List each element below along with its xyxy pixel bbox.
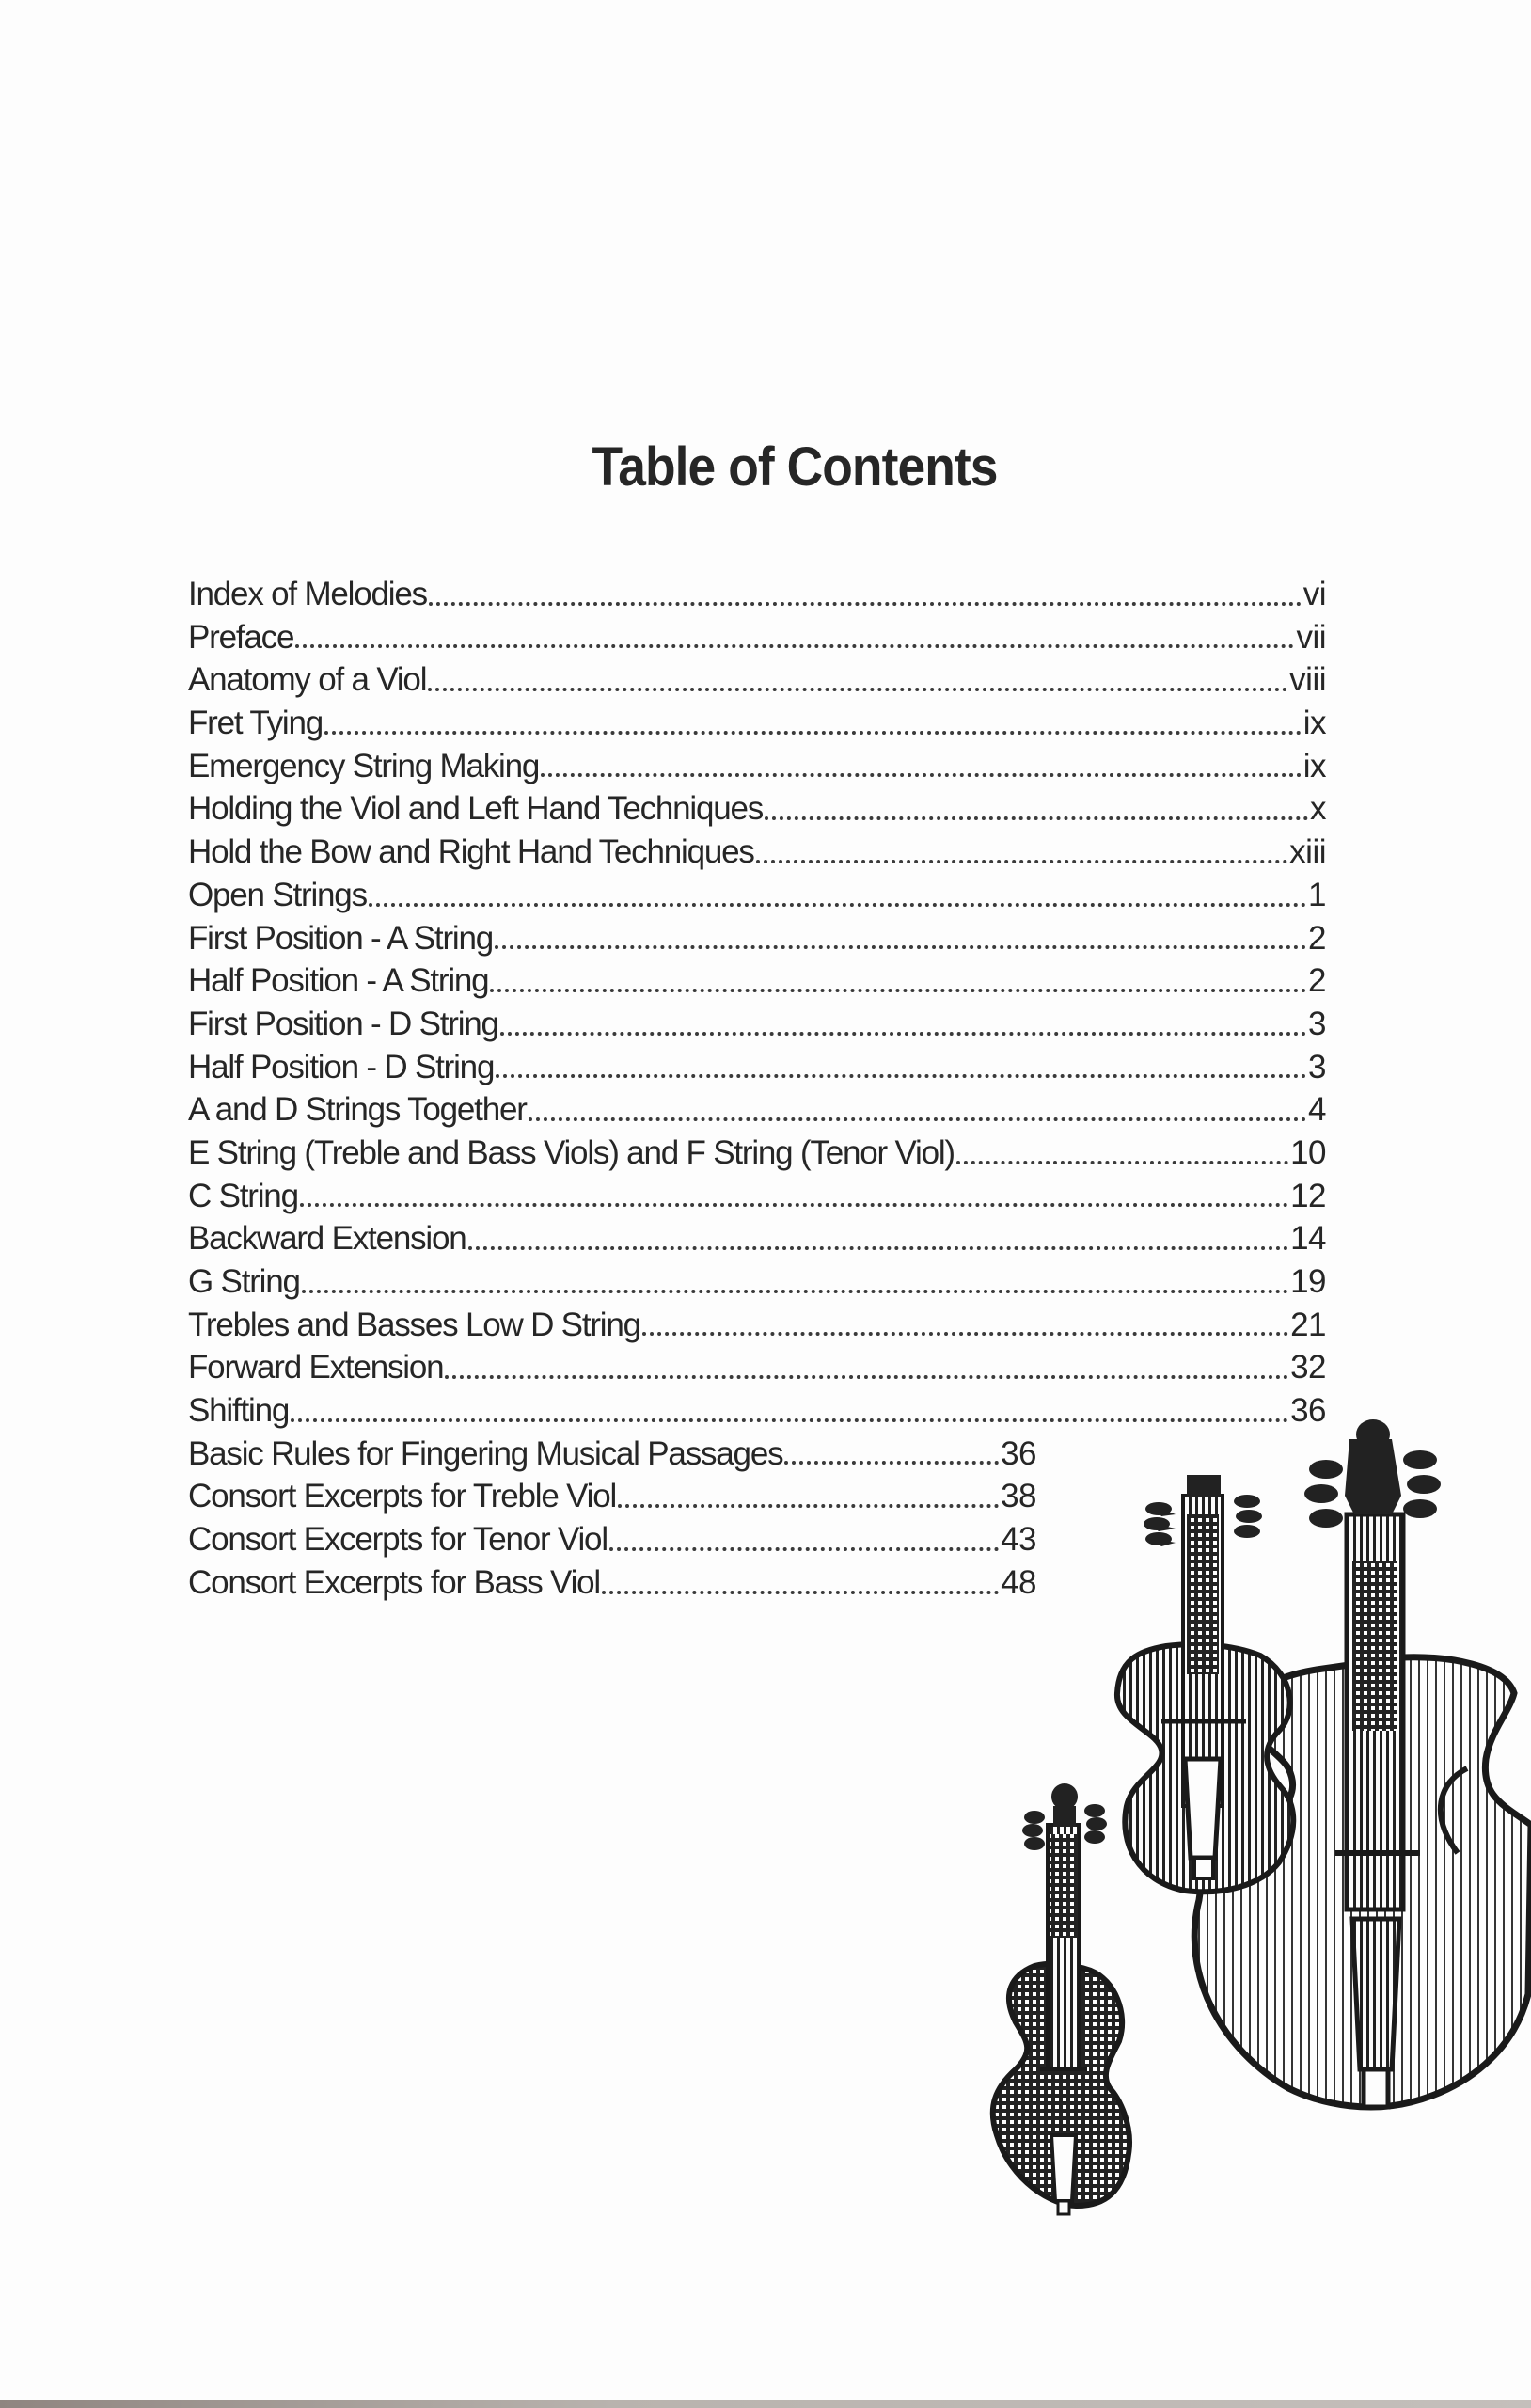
dot-leader xyxy=(300,1203,1288,1207)
dot-leader xyxy=(784,1461,999,1465)
toc-entry-label: Preface xyxy=(188,618,294,656)
toc-entry xyxy=(188,1263,1326,1307)
three-viols-icon xyxy=(978,1411,1531,2408)
toc-entry-label: Shifting xyxy=(188,1392,290,1430)
toc-entry-label: Emergency String Making xyxy=(188,747,540,784)
toc-entry-page: 48 xyxy=(1001,1563,1036,1601)
toc-entry-page: 36 xyxy=(1001,1434,1036,1472)
toc-entry-label: Consort Excerpts for Treble Viol xyxy=(188,1478,617,1515)
dot-leader xyxy=(302,1290,1288,1293)
toc-entry-page: 36 xyxy=(1290,1392,1326,1430)
dot-leader xyxy=(541,773,1302,777)
toc-entry-page: 2 xyxy=(1308,919,1326,957)
toc-entry-label: C String xyxy=(188,1177,298,1214)
tenor-viol-icon xyxy=(1117,1475,1293,1892)
toc-entry-page: xiii xyxy=(1289,833,1326,871)
toc-entry-page: vi xyxy=(1302,576,1326,612)
toc-entry-page: viii xyxy=(1289,661,1326,699)
toc-entry xyxy=(188,1435,1036,1479)
toc-entry-label: Trebles and Basses Low D String xyxy=(188,1306,640,1343)
toc-entry-page: 2 xyxy=(1308,962,1326,1000)
treble-viol-icon xyxy=(993,1783,1129,2214)
dot-leader xyxy=(609,1547,999,1551)
toc-entry-label: Forward Extension xyxy=(188,1349,444,1386)
toc-entry xyxy=(188,661,1326,705)
toc-entry xyxy=(188,1178,1326,1221)
dot-leader xyxy=(324,731,1302,735)
toc-entry-page: 38 xyxy=(1001,1478,1036,1515)
toc-entry-label: Hold the Bow and Right Hand Techniques xyxy=(188,833,754,871)
toc-entry-page: ix xyxy=(1302,747,1326,784)
toc-entry-page: 10 xyxy=(1290,1133,1326,1171)
toc-entry xyxy=(188,962,1326,1006)
dot-leader xyxy=(496,1074,1306,1078)
toc-entry xyxy=(188,576,1326,619)
dot-leader xyxy=(956,1161,1288,1164)
toc-entry-page: 21 xyxy=(1290,1306,1326,1343)
dot-leader xyxy=(490,989,1306,992)
dot-leader xyxy=(500,1032,1306,1036)
toc-entry-page: 19 xyxy=(1290,1263,1326,1300)
toc-entry-page: 1 xyxy=(1308,876,1326,913)
toc-entry-label: Holding the Viol and Left Hand Techniques xyxy=(188,790,764,828)
page-edge xyxy=(0,2400,1531,2408)
toc-entry-page: 43 xyxy=(1001,1521,1036,1559)
toc-entry-label: Half Position - D String xyxy=(188,1048,495,1085)
toc-entry-page: 32 xyxy=(1290,1349,1326,1386)
toc-entry-label: Basic Rules for Fingering Musical Passages xyxy=(188,1434,783,1472)
toc-entry-label: Anatomy of a Viol xyxy=(188,661,427,699)
toc-entry xyxy=(188,1006,1326,1049)
toc-entry-label: Half Position - A String xyxy=(188,962,489,1000)
dot-leader xyxy=(765,816,1308,820)
dot-leader xyxy=(468,1246,1289,1250)
toc-entry-label: Backward Extension xyxy=(188,1220,466,1258)
toc-entry-page: ix xyxy=(1302,705,1326,742)
dot-leader xyxy=(445,1375,1288,1379)
toc-entry-page: vii xyxy=(1296,618,1326,656)
toc-entry-label: Consort Excerpts for Bass Viol xyxy=(188,1563,600,1601)
toc-entry-label: Index of Melodies xyxy=(188,576,427,612)
dot-leader xyxy=(429,602,1302,606)
toc-entry-page: 14 xyxy=(1290,1220,1326,1258)
page-title: Table of Contents xyxy=(592,436,998,498)
toc-entry-page: x xyxy=(1310,790,1326,828)
toc-entry xyxy=(188,1091,1326,1134)
toc-entry xyxy=(188,1220,1326,1263)
toc-entry-label: Consort Excerpts for Tenor Viol xyxy=(188,1521,608,1559)
toc-entry xyxy=(188,619,1326,662)
toc-entry xyxy=(188,833,1326,877)
toc-entry xyxy=(188,920,1326,963)
dot-leader xyxy=(529,1117,1306,1121)
toc-entry xyxy=(188,1349,1326,1392)
toc-entry xyxy=(188,877,1326,920)
toc-entry xyxy=(188,1564,1036,1608)
dot-leader xyxy=(618,1504,999,1508)
toc-entry xyxy=(188,1521,1036,1564)
toc-entry-page: 4 xyxy=(1308,1091,1326,1129)
toc-entry-label: First Position - A String xyxy=(188,919,494,957)
toc-entry-label: Open Strings xyxy=(188,876,367,913)
toc-entry-label: E String (Treble and Bass Viols) and F String (Tenor Viol) xyxy=(188,1133,955,1171)
toc-entry-page: 3 xyxy=(1308,1048,1326,1085)
dot-leader xyxy=(428,688,1287,691)
toc-entry xyxy=(188,1307,1326,1350)
toc-entry-label: Fret Tying xyxy=(188,705,323,742)
dot-leader xyxy=(602,1591,999,1594)
toc-entry xyxy=(188,1134,1326,1178)
dot-leader xyxy=(295,644,1294,648)
dot-leader xyxy=(495,945,1306,949)
toc-entry xyxy=(188,1049,1326,1092)
toc-entry-page: 3 xyxy=(1308,1005,1326,1042)
toc-entry-label: First Position - D String xyxy=(188,1005,498,1042)
toc-entry-label: A and D Strings Together xyxy=(188,1091,527,1129)
toc-entry xyxy=(188,748,1326,791)
toc-entry xyxy=(188,790,1326,833)
toc-entry xyxy=(188,1478,1036,1521)
toc-entry-label: G String xyxy=(188,1263,300,1300)
toc-entry xyxy=(188,705,1326,748)
dot-leader xyxy=(756,860,1287,863)
toc-entry-page: 12 xyxy=(1290,1177,1326,1214)
dot-leader xyxy=(369,903,1306,907)
dot-leader xyxy=(642,1332,1288,1336)
